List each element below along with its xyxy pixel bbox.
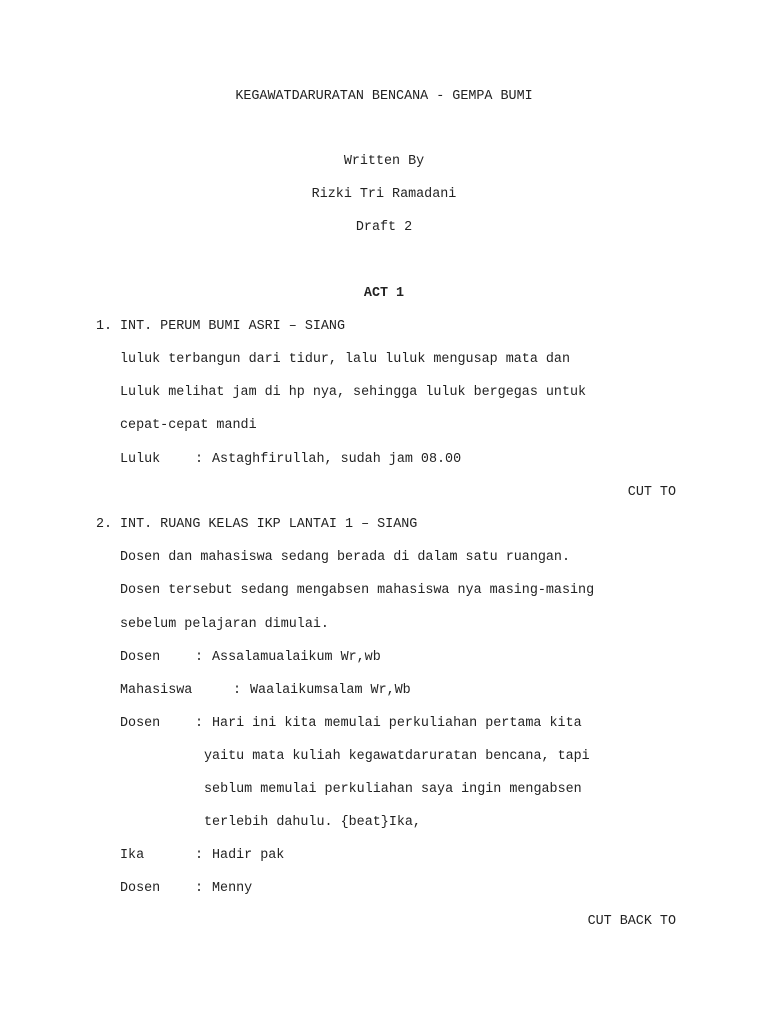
character-name: Mahasiswa xyxy=(120,683,193,698)
scene-number: 2. xyxy=(96,517,113,532)
scene-heading: INT. PERUM BUMI ASRI – SIANG xyxy=(120,319,345,334)
dialogue-text: Waalaikumsalam Wr,Wb xyxy=(250,683,411,698)
action-line: luluk terbangun dari tidur, lalu luluk mengusap mata dan xyxy=(120,352,570,367)
draft-label: Draft 2 xyxy=(355,220,413,235)
dialogue-separator: : xyxy=(195,881,204,896)
dialogue-separator: : xyxy=(195,650,204,665)
action-line: Dosen tersebut sedang mengabsen mahasiswa nya masing-masing xyxy=(120,583,595,598)
dialogue-continuation: seblum memulai perkuliahan saya ingin mengabsen xyxy=(204,782,582,797)
transition: CUT BACK TO xyxy=(587,914,676,929)
dialogue-separator: : xyxy=(195,716,204,731)
transition: CUT TO xyxy=(627,485,676,500)
script-title: KEGAWATDARURATAN BENCANA - GEMPA BUMI xyxy=(235,89,533,104)
dialogue-text: Hadir pak xyxy=(212,848,285,863)
action-line: Luluk melihat jam di hp nya, sehingga luluk bergegas untuk xyxy=(120,385,587,400)
dialogue-text: Assalamualaikum Wr,wb xyxy=(212,650,381,665)
dialogue-text: Astaghfirullah, sudah jam 08.00 xyxy=(212,452,462,467)
dialogue-continuation: terlebih dahulu. {beat}Ika, xyxy=(204,815,421,830)
dialogue-text: Hari ini kita memulai perkuliahan pertama kita xyxy=(212,716,582,731)
dialogue-text: Menny xyxy=(212,881,253,896)
scene-heading: INT. RUANG KELAS IKP LANTAI 1 – SIANG xyxy=(120,517,418,532)
author-name: Rizki Tri Ramadani xyxy=(311,187,457,202)
written-by-label: Written By xyxy=(343,154,425,169)
character-name: Luluk xyxy=(120,452,161,467)
dialogue-continuation: yaitu mata kuliah kegawatdaruratan bencana, tapi xyxy=(204,749,590,764)
dialogue-separator: : xyxy=(195,452,204,467)
character-name: Ika xyxy=(120,848,145,863)
dialogue-separator: : xyxy=(195,848,204,863)
character-name: Dosen xyxy=(120,650,161,665)
action-line: sebelum pelajaran dimulai. xyxy=(120,617,329,632)
character-name: Dosen xyxy=(120,881,161,896)
action-line: Dosen dan mahasiswa sedang berada di dalam satu ruangan. xyxy=(120,550,570,565)
scene-number: 1. xyxy=(96,319,113,334)
dialogue-separator: : xyxy=(233,683,242,698)
action-line: cepat-cepat mandi xyxy=(120,418,257,433)
act-heading: ACT 1 xyxy=(363,286,405,301)
character-name: Dosen xyxy=(120,716,161,731)
